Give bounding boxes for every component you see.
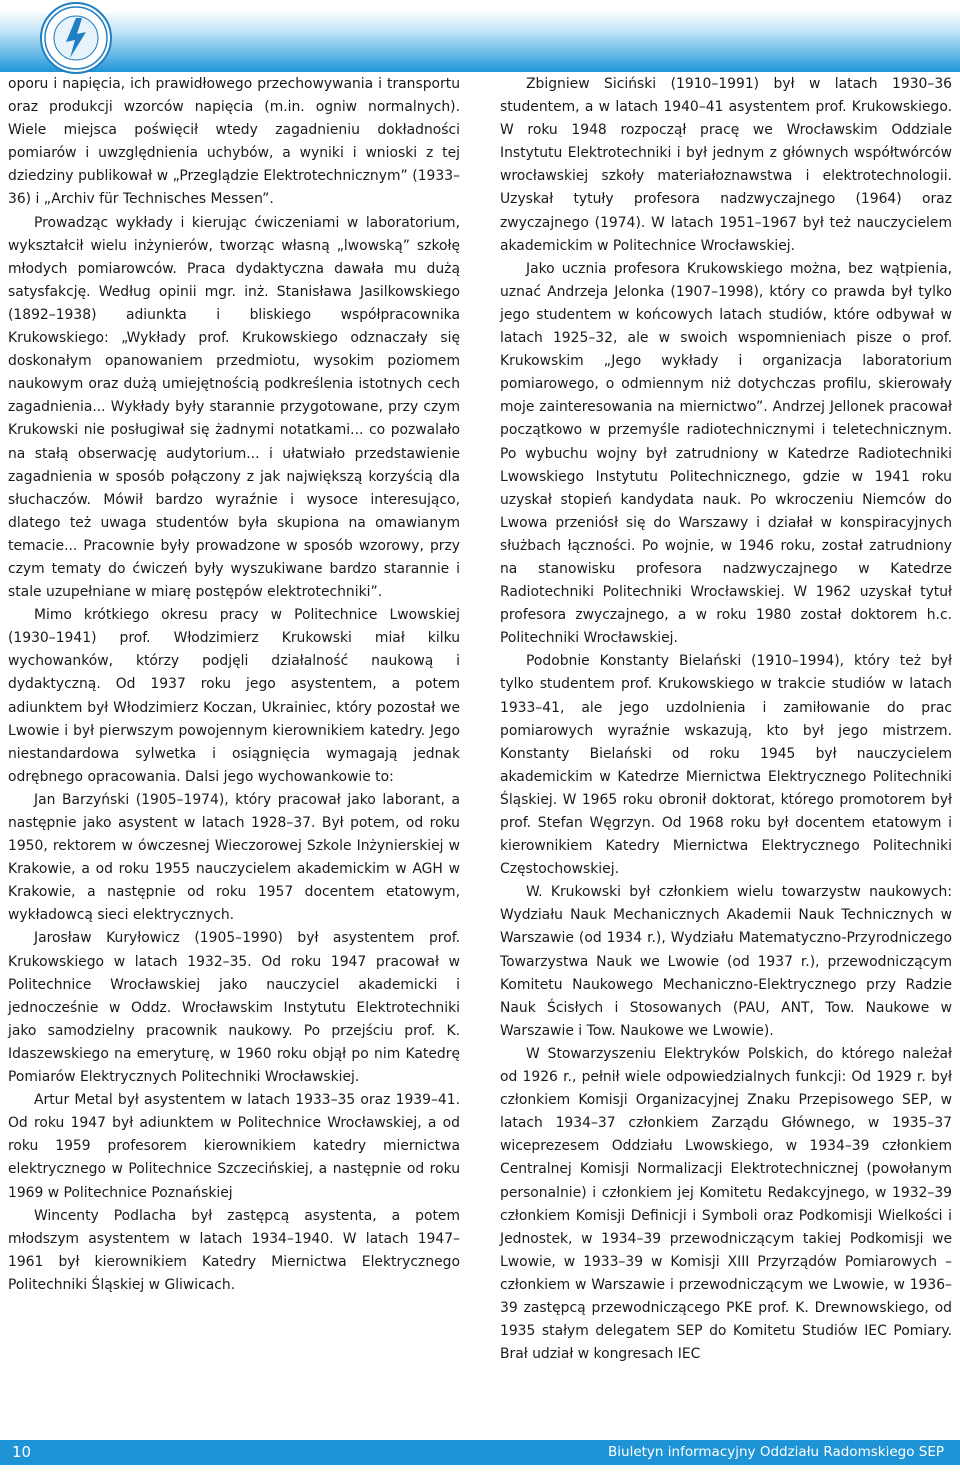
paragraph: Jako ucznia profesora Krukowskiego można, bez wątpienia, uznać Andrzeja Jelonka (1907–1998), który co prawda był tylko jego studentem w końcowych latach studiów, które odbywał w latach 1925–32, ale w swoich wspomnieniach pisze o prof. Krukowskim „Jego wykłady i organizacja laboratorium pomiarowego, o odmiennym niż dotychczas profilu, skierowały moje zainteresowania na miernictwo”. Andrzej Jellonek pracował początkowo w przemyśle radiotechnicznymi i teletechnicznym. Po wybuchu wojny był zatrudniony w Katedrze Radiotechniki Lwowskiego Instytutu Politechnicznego, gdzie w 1941 roku uzyskał stopień kandydata nauk. Po wkroczeniu Niemców do Lwowa przeniósł się do Warszawy i działał w konspiracyjnych służbach łączności. Po wojnie, w 1946 roku, został zatrudniony na stanowisku profesora nadzwyczajnego w Katedrze Radiotechniki Politechniki Wrocławskiej. W 1962 uzyskał tytuł profesora zwyczajnego, a w roku 1980 został doktorem h.c. Politechniki Wrocławskiej. <box>500 260 952 647</box>
paragraph: Zbigniew Siciński (1910–1991) był w latach 1930–36 studentem, a w latach 1940–41 asystentem prof. Krukowskiego. W roku 1948 rozpoczął pracę we Wrocławskim Oddziale Instytutu Elektrotechniki i był jednym z głównych współtwórców wrocławskiej szkoły materiałoznawstwa i elektrotechnologii. Uzyskał tytuły profesora nadzwyczajnego (1964) oraz zwyczajnego (1974). W latach 1951–1967 był też nauczycielem akademickim w Politechnice Wrocławskiej. <box>500 76 952 254</box>
paragraph: Wincenty Podlacha był zastępcą asystenta, a potem młodszym asystentem w latach 1934–1940. W latach 1947–1961 był kierownikiem Katedry Miernictwa Elektrycznego Politechniki Śląskiej w Gliwicach. <box>8 1207 460 1293</box>
paragraph: Mimo krótkiego okresu pracy w Politechnice Lwowskiej (1930–1941) prof. Włodzimierz Krukowski miał kilku wychowanków, którzy podjęli działalność naukową i dydaktyczną. Od 1937 roku jego asystentem, a potem adiunktem był Włodzimierz Koczan, Ukrainiec, który pozostał we Lwowie i był pierwszym powojennym kierownikiem katedry. Jego niestandardowa sylwetka i osiągnięcia wymagają jednak odrębnego opracowania. Dalsi jego wychowankowie to: <box>8 607 460 785</box>
footer-bar <box>0 1440 960 1465</box>
paragraph: Prowadząc wykłady i kierując ćwiczeniami w laboratorium, wykształcił wielu inżynierów, tworząc własną „lwowską” szkołę młodych pomiarowców. Praca dydaktyczna dawała mu dużą satysfakcję. Według opinii mgr. inż. Stanisława Jasilkowskiego (1892–1938) adiunkta i bliskiego współpracownika Krukowskiego: „Wykłady prof. Krukowskiego odznaczały się doskonałym opanowaniem przedmiotu, wysokim poziomem naukowym oraz dużą umiejętnością podkreślenia istotnych cech zagadnienia... Wykłady były starannie przygotowane, przy czym Krukowski nie posługiwał się żadnymi notatkami... co pozwalało na stałą obserwację audytorium... i ułatwiało przedstawienie zagadnienia w sposób połączony z jak największą korzyścią dla słuchaczów. Mówił bardzo wyraźnie i wysoce interesująco, dlatego też uwaga studentów była skupiona na omawianym temacie... Pracownie były prowadzone w sposób wzorowy, przy czym tematy do ćwiczeń były wyszukiwane bardzo starannie i stale uzupełniane w miarę postępów elektrotechniki”. <box>8 214 460 601</box>
paragraph: oporu i napięcia, ich prawidłowego przechowywania i transportu oraz produkcji wzorców napięcia (m.in. ogniw normalnych). Wiele miejsca poświęcił wtedy zagadnieniu dokładności pomiarów i uwzględnienia uchybów, a wyniki i wnioski z tej dziedziny publikował w „Przeglądzie Elektrotechnicznym” (1933–36) i „Archiv für Technisches Messen”. <box>8 76 460 208</box>
paragraph: W Stowarzyszeniu Elektryków Polskich, do którego należał od 1926 r., pełnił wiele odpowiedzialnych funkcji: Od 1929 r. był członkiem Komisji Organizacyjnej Znaku Przepisowego SEP, w latach 1934–37 członkiem Zarządu Głównego, w 1935–37 wiceprezesem Oddziału Lwowskiego, w 1934–39 członkiem Centralnej Komisji Normalizacji Elektrotechnicznej (powołanym personalnie) i członkiem jej Komitetu Redakcyjnego, w 1932–39 członkiem Komisji Definicji i Symboli oraz Podkomisji Wielkości i Jednostek, w 1934–39 przewodniczącym takiej Podkomisji we Lwowie, w 1933–39 w Komisji XIII Przyrządów Pomiarowych – członkiem w Warszawie i przewodniczącym we Lwowie, w 1936–39 zastępcą przewodniczącego PKE prof. K. Drewnowskiego, od 1935 stałym delegatem SEP do Komitetu Studiów IEC Pomiary. Brał udział w kongresach IEC <box>500 1045 952 1363</box>
paragraph: Jarosław Kuryłowicz (1905–1990) był asystentem prof. Krukowskiego w latach 1932–35. Od roku 1947 pracował w Politechnice Wrocławskiej jako nauczyciel akademicki i jednocześnie w Oddz. Wrocławskim Instytutu Elektrotechniki jako samodzielny pracownik naukowy. Po przejściu prof. K. Idaszewskiego na emeryturę, w 1960 roku objął po nim Katedrę Pomiarów Elektrycznych Politechniki Wrocławskiej. <box>8 930 460 1086</box>
right-column <box>500 73 952 1366</box>
left-column <box>8 73 460 1297</box>
header-banner <box>0 0 960 72</box>
paragraph: Podobnie Konstanty Bielański (1910–1994), który też był tylko studentem prof. Krukowskiego w trakcie studiów w latach 1933–41, ale jego uzdolnienia i zamiłowanie do prac pomiarowych wyraźnie wskazują, kto był jego mistrzem. Konstanty Bielański od roku 1945 był nauczycielem akademickim w Katedrze Miernictwa Elektrycznego Politechniki Śląskiej. W 1965 roku obronił doktorat, którego promotorem był prof. Stefan Węgrzyn. Od 1968 roku był docentem etatowym i kierownikiem Katedry Miernictwa Elektrycznego Politechniki Częstochowskiej. <box>500 653 952 878</box>
paragraph: W. Krukowski był członkiem wielu towarzystw naukowych: Wydziału Nauk Mechanicznych Akademii Nauk Technicznych w Warszawie (od 1934 r.), Wydziału Matematyczno-Przyrodniczego Towarzystwa Nauk we Lwowie (od 1937 r.), przewodniczącym Komitetu Naukowego Mechaniczno-Elektrycznego przy Radzie Nauk Ścisłych i Stosowanych (PAU, ANT, Tow. Naukowe w Warszawie i Tow. Naukowe we Lwowie). <box>500 884 952 1039</box>
publication-title: Biuletyn informacyjny Oddziału Radomskiego SEP <box>608 1444 944 1460</box>
paragraph: Artur Metal był asystentem w latach 1933–35 oraz 1939–41. Od roku 1947 był adiunktem w Politechnice Wrocławskiej, a od roku 1959 profesorem kierownikiem katedry miernictwa elektrycznego w Politechnice Szczecińskiej, a następnie od roku 1969 w Politechnice Poznańskiej <box>8 1092 460 1201</box>
paragraph: Jan Barzyński (1905–1974), który pracował jako laborant, a następnie jako asystent w latach 1928–37. Był potem, od roku 1950, rektorem w ówczesnej Wieczorowej Szkole Inżynierskiej w Krakowie, a od roku 1955 nauczycielem akademickim w AGH w Krakowie, a następnie od roku 1957 docentem etatowym, wykładowcą sieci elektrycznych. <box>8 791 460 924</box>
page-number: 10 <box>12 1443 32 1461</box>
sep-radom-logo-icon <box>40 2 112 74</box>
